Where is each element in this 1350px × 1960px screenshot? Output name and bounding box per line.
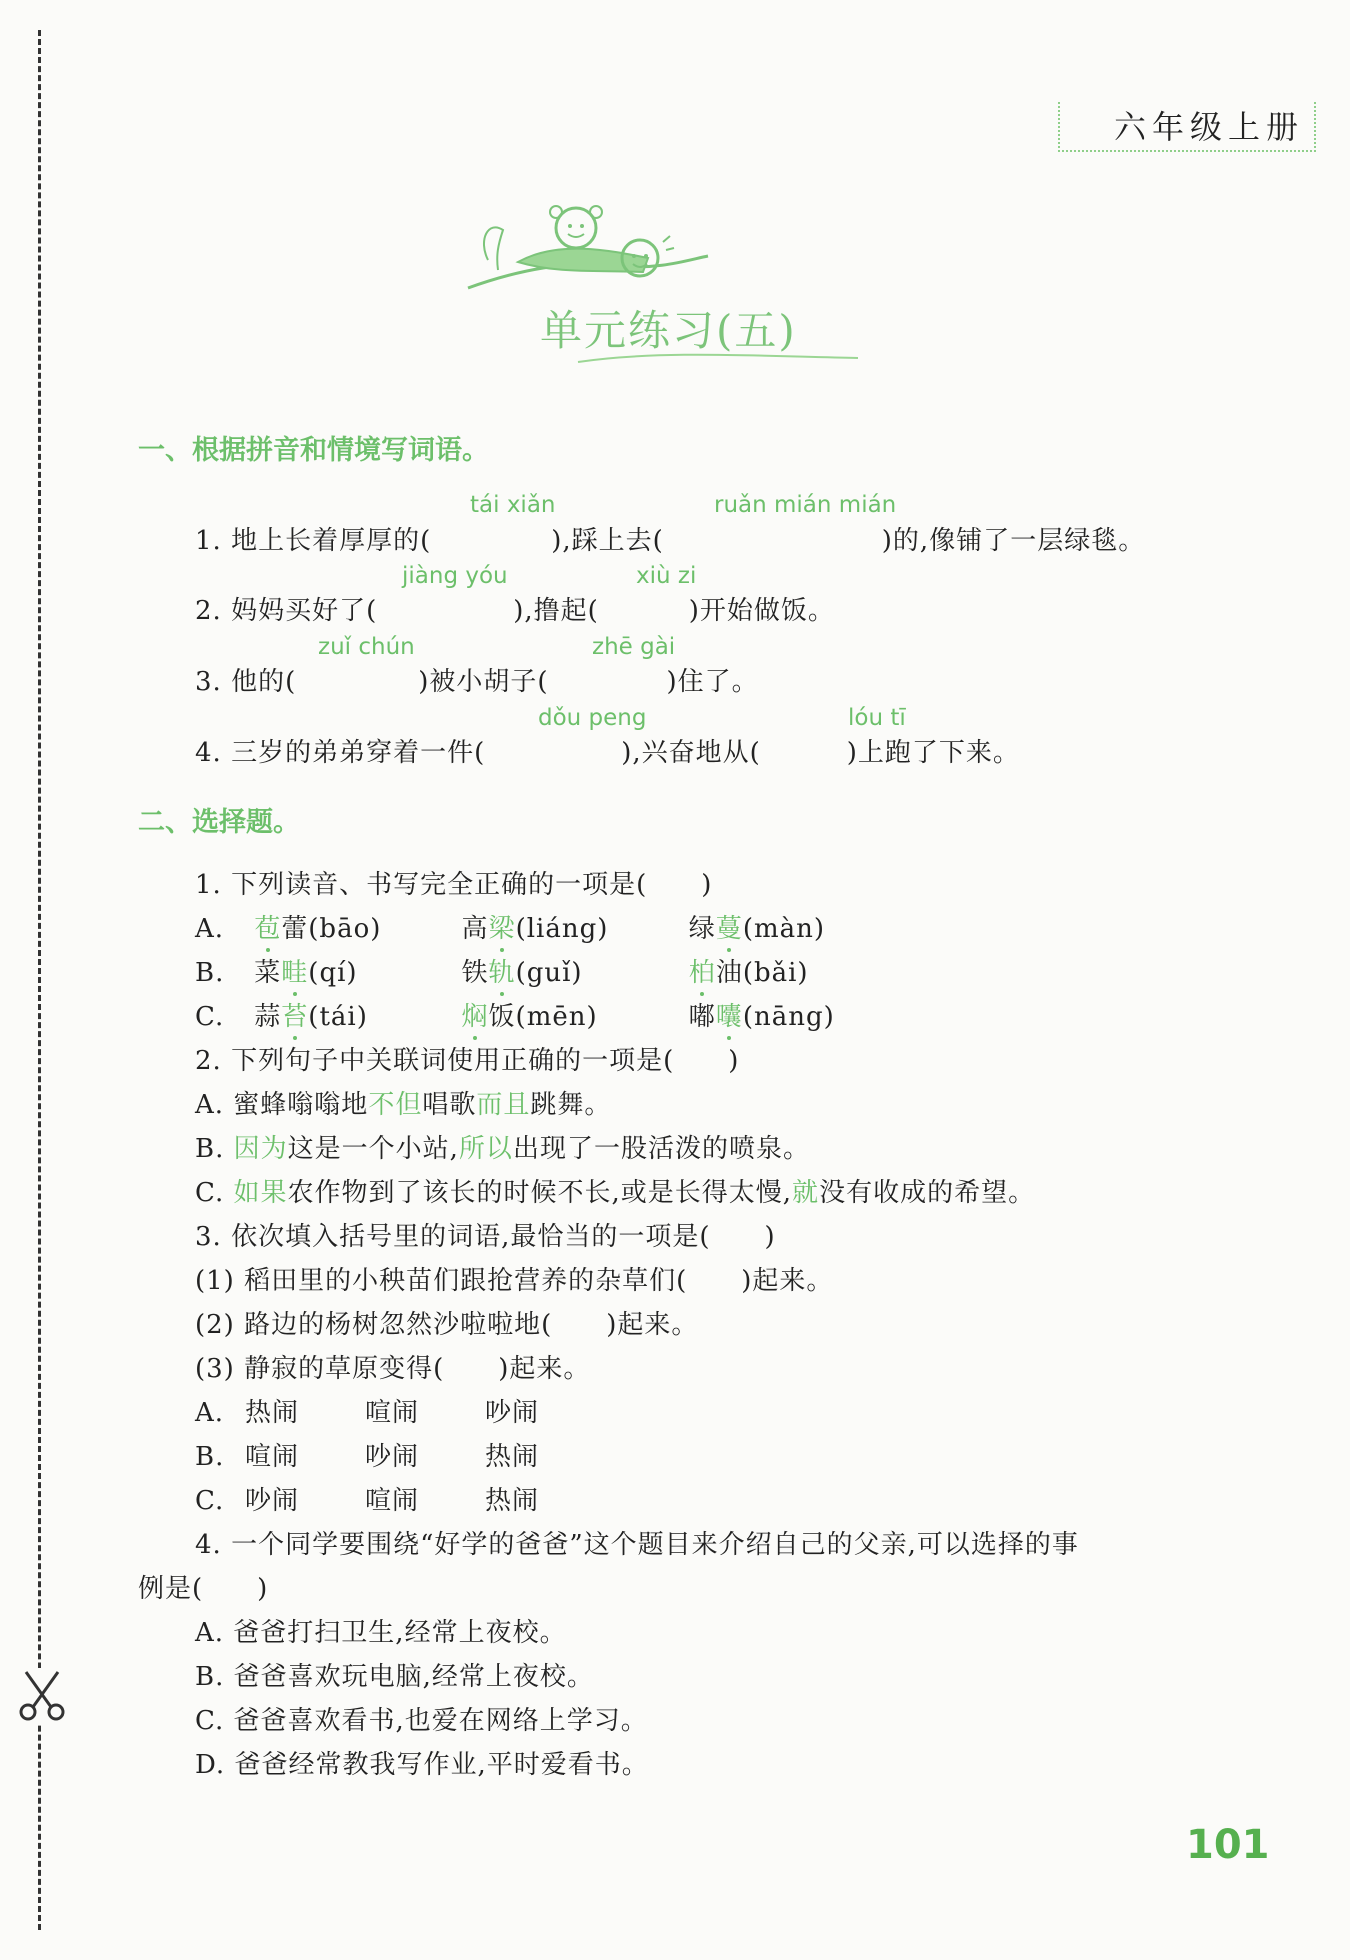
option-text: C. <box>195 1178 234 1208</box>
question-2-3-sentence-1: (1) 稻田里的小秧苗们跟抢营养的杂草们( )起来。 <box>195 1266 834 1296</box>
cut-line <box>38 30 41 1930</box>
option-label: A. <box>195 1398 225 1428</box>
question-text: 4. 三岁的弟弟穿着一件( <box>195 738 486 768</box>
option-word: 热闹 <box>485 1442 540 1472</box>
option-label: B. <box>195 1442 225 1472</box>
question-2-3-option-a[interactable] <box>195 1392 539 1429</box>
pinyin-hint: zhē gài <box>592 634 676 660</box>
highlight-char: 焖 <box>461 1002 489 1032</box>
conjunction-word: 所以 <box>458 1134 513 1164</box>
highlight-char: 蔓 <box>715 914 743 944</box>
option-word: 嘟 <box>688 1002 716 1032</box>
option-text: 唱歌 <box>422 1090 477 1120</box>
option-text: A. 蜜蜂嗡嗡地 <box>195 1090 369 1120</box>
option-word: 蒜 <box>254 1002 282 1032</box>
question-2-2-option-c[interactable] <box>195 1172 1035 1209</box>
option-word: 蕾(bāo) <box>281 914 382 944</box>
option-word: 铁 <box>461 958 489 988</box>
pinyin-hint: tái xiǎn <box>470 492 556 518</box>
question-2-2-option-b[interactable] <box>195 1128 810 1165</box>
option-word: 饭(mēn) <box>488 1002 598 1032</box>
question-1-1 <box>195 520 1145 557</box>
highlight-char: 柏 <box>688 958 716 988</box>
option-word: 吵闹 <box>245 1486 300 1516</box>
question-text: )被小胡子( <box>418 667 549 697</box>
highlight-char: 囔 <box>715 1002 743 1032</box>
option-word: 喧闹 <box>245 1442 300 1472</box>
question-2-1-stem: 1. 下列读音、书写完全正确的一项是( ) <box>195 870 713 900</box>
question-text: )住了。 <box>666 667 759 697</box>
question-2-2-stem: 2. 下列句子中关联词使用正确的一项是( ) <box>195 1046 740 1076</box>
option-word: (tái) <box>308 1002 368 1032</box>
question-2-3-sentence-2: (2) 路边的杨树忽然沙啦啦地( )起来。 <box>195 1310 699 1340</box>
option-word: 热闹 <box>245 1398 300 1428</box>
question-text: 2. 妈妈买好了( <box>195 596 378 626</box>
conjunction-word: 而且 <box>476 1090 531 1120</box>
option-word: (qí) <box>308 958 358 988</box>
question-1-2 <box>195 590 835 627</box>
option-text: 这是一个小站, <box>287 1134 459 1164</box>
option-word: 绿 <box>688 914 716 944</box>
option-word: (màn) <box>742 914 826 944</box>
highlight-char: 苞 <box>254 914 282 944</box>
option-word: 吵闹 <box>365 1442 420 1472</box>
question-2-4-stem: 4. 一个同学要围绕“好学的爸爸”这个题目来介绍自己的父亲,可以选择的事 <box>195 1530 1079 1560</box>
conjunction-word: 因为 <box>233 1134 288 1164</box>
section-heading-2: 二、选择题。 <box>138 807 300 838</box>
question-text: 3. 他的( <box>195 667 297 697</box>
option-text: 没有收成的希望。 <box>819 1178 1036 1208</box>
option-word: 油(bǎi) <box>715 958 809 988</box>
question-text: )上跑了下来。 <box>846 738 1020 768</box>
question-2-1-option-c[interactable] <box>195 996 835 1033</box>
pinyin-hint: xiù zi <box>636 563 697 589</box>
question-2-4-stem-cont: 例是( ) <box>138 1574 269 1604</box>
option-text: 农作物到了该长的时候不长,或是长得太慢, <box>287 1178 793 1208</box>
highlight-char: 畦 <box>281 958 309 988</box>
section-heading-1: 一、根据拼音和情境写词语。 <box>138 435 489 466</box>
conjunction-word: 就 <box>792 1178 820 1208</box>
option-word: 吵闹 <box>485 1398 540 1428</box>
option-text: 跳舞。 <box>530 1090 612 1120</box>
question-text: ),撸起( <box>513 596 599 626</box>
question-text: ),踩上去( <box>551 526 664 556</box>
question-2-4-option-b[interactable]: B. 爸爸喜欢玩电脑,经常上夜校。 <box>195 1662 594 1692</box>
option-label: B. <box>195 958 225 988</box>
scissors-icon <box>18 1668 66 1724</box>
grade-label <box>1058 102 1316 152</box>
question-text: 1. 地上长着厚厚的( <box>195 526 432 556</box>
pinyin-hint: ruǎn mián mián <box>714 492 897 518</box>
question-2-4-option-d[interactable]: D. 爸爸经常教我写作业,平时爱看书。 <box>195 1750 649 1780</box>
conjunction-word: 如果 <box>233 1178 288 1208</box>
option-word: 热闹 <box>485 1486 540 1516</box>
question-2-3-option-c[interactable] <box>195 1480 539 1517</box>
question-1-3 <box>195 661 759 698</box>
option-word: 喧闹 <box>365 1486 420 1516</box>
page-number: 101 <box>1186 1822 1270 1868</box>
option-word: 菜 <box>254 958 282 988</box>
pinyin-hint: jiàng yóu <box>402 563 508 589</box>
option-word: (nāng) <box>742 1002 835 1032</box>
question-2-3-stem: 3. 依次填入括号里的词语,最恰当的一项是( ) <box>195 1222 776 1252</box>
question-2-4-option-c[interactable]: C. 爸爸喜欢看书,也爱在网络上学习。 <box>195 1706 648 1736</box>
question-1-4 <box>195 732 1020 769</box>
question-text: )开始做饭。 <box>688 596 835 626</box>
option-word: 喧闹 <box>365 1398 420 1428</box>
option-label: A. <box>195 914 225 944</box>
pinyin-hint: zuǐ chún <box>318 634 415 660</box>
option-text: 出现了一股活泼的喷泉。 <box>512 1134 810 1164</box>
option-label: C. <box>195 1002 225 1032</box>
page-title: 单元练习(五) <box>540 306 797 355</box>
option-text: B. <box>195 1134 234 1164</box>
question-2-1-option-a[interactable] <box>195 908 825 945</box>
highlight-char: 轨 <box>488 958 516 988</box>
pinyin-hint: lóu tī <box>848 705 906 731</box>
question-text: )的,像铺了一层绿毯。 <box>881 526 1146 556</box>
option-label: C. <box>195 1486 225 1516</box>
question-2-4-option-a[interactable]: A. 爸爸打扫卫生,经常上夜校。 <box>195 1618 567 1648</box>
option-word: (liáng) <box>515 914 609 944</box>
grade-text: 六年级上册 <box>1113 108 1304 146</box>
option-word: (guǐ) <box>515 958 583 988</box>
pinyin-hint: dǒu peng <box>538 705 647 731</box>
question-2-3-option-b[interactable] <box>195 1436 539 1473</box>
option-word: 高 <box>461 914 489 944</box>
question-2-2-option-a[interactable] <box>195 1084 611 1121</box>
question-2-3-sentence-3: (3) 静寂的草原变得( )起来。 <box>195 1354 591 1384</box>
question-2-1-option-b[interactable] <box>195 952 809 989</box>
conjunction-word: 不但 <box>368 1090 423 1120</box>
highlight-char: 梁 <box>488 914 516 944</box>
question-text: ),兴奋地从( <box>621 738 761 768</box>
highlight-char: 苔 <box>281 1002 309 1032</box>
